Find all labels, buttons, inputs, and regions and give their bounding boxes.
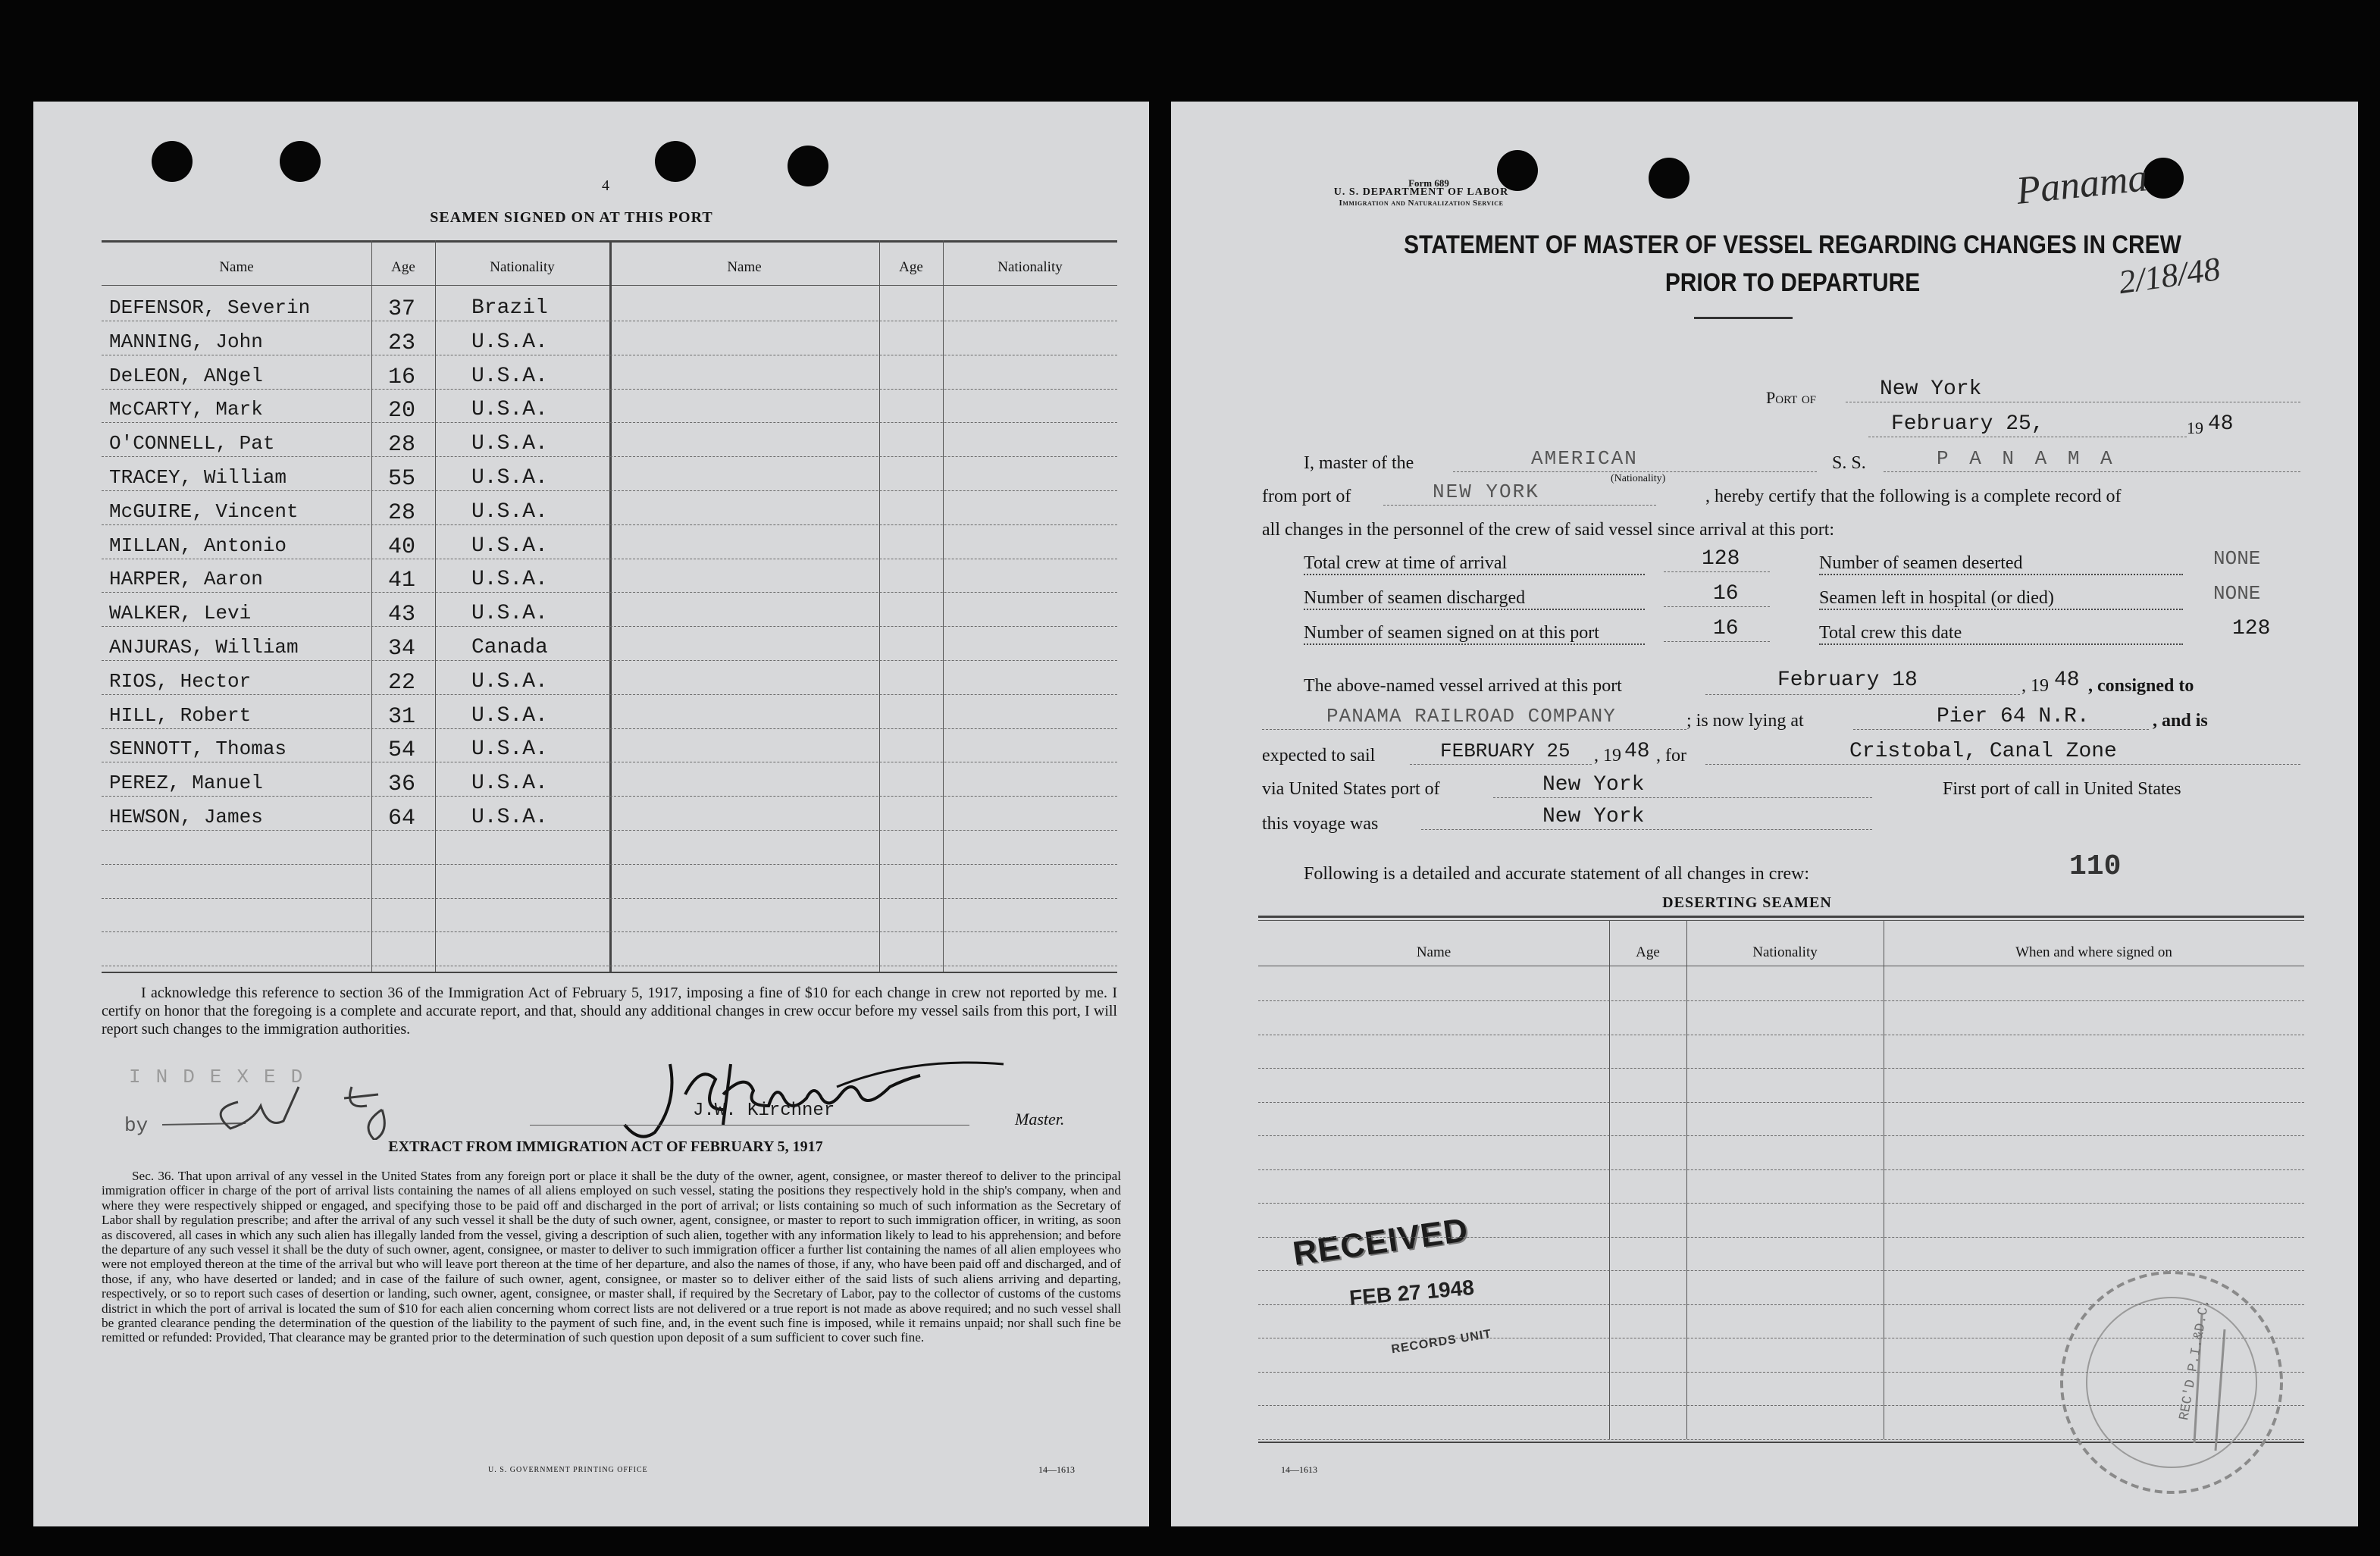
- seaman-name: DEFENSOR, Severin: [109, 296, 311, 319]
- table-row-line: [102, 830, 1117, 831]
- table-row-line: [102, 796, 1117, 797]
- seaman-age: 28: [388, 500, 416, 526]
- handwritten-note: Panama: [2014, 156, 2150, 213]
- seaman-age: 23: [388, 330, 416, 356]
- desert-row-line: [1258, 1203, 2304, 1204]
- punch-hole: [1649, 158, 1689, 199]
- master-of-the-label: I, master of the: [1304, 453, 1414, 473]
- desert-row-line: [1258, 1237, 2304, 1238]
- table-row-line: [102, 898, 1117, 899]
- arrived-year-prefix: , 19: [2021, 676, 2049, 696]
- form-title-2: PRIOR TO DEPARTURE: [1664, 268, 1921, 297]
- table-row-line: [102, 524, 1117, 525]
- col-header-age: Age: [391, 259, 415, 275]
- deserted-label: Number of seamen deserted: [1819, 553, 2183, 575]
- via-port: New York: [1542, 773, 1645, 797]
- seaman-age: 37: [388, 296, 416, 322]
- seaman-nationality: U.S.A.: [471, 466, 548, 490]
- date-year-prefix: 19: [2187, 418, 2203, 437]
- table-row-line: [102, 422, 1117, 423]
- discharged-label: Number of seamen discharged: [1304, 588, 1645, 610]
- count-number: 110: [2069, 850, 2122, 883]
- seaman-nationality: Brazil: [471, 296, 548, 320]
- col-header-name: Name: [219, 259, 254, 275]
- for-label: , for: [1656, 746, 1686, 765]
- desert-row-line: [1258, 1102, 2304, 1103]
- section-title: SEAMEN SIGNED ON AT THIS PORT: [430, 209, 713, 226]
- department: U. S. DEPARTMENT OF LABOR: [1333, 186, 1509, 198]
- seaman-name: HILL, Robert: [109, 704, 252, 727]
- seaman-name: RIOS, Hector: [109, 670, 252, 693]
- deserted: NONE: [2213, 547, 2261, 570]
- received-date: FEB 27 1948: [1348, 1275, 1475, 1310]
- certify-text: , hereby certify that the following is a complete record of: [1705, 487, 2122, 506]
- desert-row-line: [1258, 1068, 2304, 1069]
- date-year: 48: [2208, 412, 2234, 436]
- seaman-nationality: U.S.A.: [471, 704, 548, 728]
- seaman-nationality: U.S.A.: [471, 568, 548, 591]
- seaman-age: 55: [388, 466, 416, 492]
- acknowledgment-text: I acknowledge this reference to section 36 of the Immigration Act of February 5, 1917, imposing a fine of $10 for each change in crew not reported by me. I certify on honor that the foregoing is a complete and accurate report, and that, should any additional changes in crew occur before my vessel sails from this port, I will report such changes to the immigration authorities.: [102, 985, 1117, 1038]
- seaman-age: 16: [388, 365, 416, 390]
- extract-text: Sec. 36. That upon arrival of any vessel in the United States from any foreign port or place it shall be the duty of the owner, agent, consignee, or master thereof to deliver to the principal immigration officer in charge of the port of arrival lists containing the names of all aliens employed on such vessel, stating the positions they respectively hold in the ship's company, when and where they were respectively shipped or engaged, and specifying those to be paid off and discharged in the port of arrival; or lists containing so much of such information as the Secretary of Labor shall by regulation prescribe; and after the arrival of any such vessel it shall be the duty of such owner, agent, consignee, or master to report to such immigration officer, in writing, as soon as discovered, all cases in which any such alien has illegally landed from the vessel, giving a description of such alien, together with any information likely to lead to his apprehension; and before the departure of any such vessel it shall be the duty of such owner, agent, consignee, or master to deliver to such immigration officer a further list containing the names of all alien employees who were not employed thereon at the time of the arrival but who will leave port thereon at the time of her departure, and also the names of those, if any, who have been paid off and discharged, and of those, if any, who have deserted or landed; and in case of the failure of such owner, agent, consignee, or master so to deliver either of the said lists of such aliens arriving and departing, respectively, or so to report such cases of desertion or landing, such owner, agent, consignee, or master shall, if required by the Secretary of Labor, pay to the collector of customs of the customs district in which the port of arrival is located the sum of $10 for each alien concerning whom correct lists are not delivered or a true report is not made as above required; and no such vessel shall be granted clearance pending the determination of the question of the liability to the payment of such fine, and, in the event such fine is imposed, while it remains unpaid; nor shall such fine be remitted or refunded: Provided, That clearance may be granted prior to the determination of such question upon deposit of a sum sufficient to cover such fine.: [102, 1169, 1121, 1345]
- desert-row-line: [1258, 1405, 2304, 1406]
- master-name: J.W. Kirchner: [693, 1100, 835, 1121]
- desert-row-line: [1258, 1135, 2304, 1136]
- expected-label: expected to sail: [1262, 746, 1376, 765]
- following-label: Following is a detailed and accurate statement of all changes in crew:: [1304, 864, 1810, 884]
- punch-hole: [280, 141, 321, 182]
- punch-hole: [655, 141, 696, 182]
- table-row-line: [102, 728, 1117, 729]
- table-row-line: [102, 694, 1117, 695]
- all-changes-text: all changes in the personnel of the crew of said vessel since arrival at this port:: [1262, 520, 1835, 540]
- seaman-nationality: U.S.A.: [471, 500, 548, 524]
- form-number: Form 689: [1408, 177, 1449, 189]
- table-row-line: [102, 490, 1117, 491]
- seaman-name: McGUIRE, Vincent: [109, 500, 299, 523]
- desert-row-line: [1258, 1000, 2304, 1001]
- seaman-age: 40: [388, 534, 416, 560]
- punch-hole: [152, 141, 193, 182]
- punch-hole: [2143, 158, 2184, 199]
- desert-row-line: [1258, 1270, 2304, 1271]
- table-row-line: [102, 626, 1117, 627]
- seaman-name: HARPER, Aaron: [109, 568, 263, 590]
- round-stamp: [2050, 1261, 2293, 1504]
- seaman-name: PEREZ, Manuel: [109, 772, 263, 794]
- discharged: 16: [1713, 582, 1739, 606]
- desert-col-nationality: Nationality: [1752, 944, 1818, 960]
- service: Immigration and Naturalization Service: [1339, 199, 1504, 208]
- hospital-label: Seamen left in hospital (or died): [1819, 588, 2183, 610]
- seaman-nationality: U.S.A.: [471, 398, 548, 421]
- seaman-age: 28: [388, 432, 416, 458]
- seaman-age: 36: [388, 772, 416, 797]
- desert-row-line: [1258, 1372, 2304, 1373]
- desert-col-signed-on: When and where signed on: [2015, 944, 2172, 960]
- desert-row-line: [1258, 1169, 2304, 1170]
- records-unit: RECORDS UNIT: [1390, 1327, 1493, 1357]
- this-voyage-label: this voyage was: [1262, 814, 1379, 834]
- seaman-nationality: U.S.A.: [471, 670, 548, 693]
- sail-date: FEBRUARY 25: [1440, 740, 1570, 762]
- hospital: NONE: [2213, 582, 2261, 605]
- desert-col-age: Age: [1636, 944, 1660, 960]
- from-port-label: from port of: [1262, 487, 1351, 506]
- seaman-age: 43: [388, 602, 416, 628]
- seaman-nationality: U.S.A.: [471, 772, 548, 795]
- punch-hole: [788, 146, 828, 186]
- consignee: PANAMA RAILROAD COMPANY: [1326, 705, 1616, 728]
- ship-name: P A N A M A: [1937, 447, 2117, 470]
- seaman-age: 20: [388, 398, 416, 424]
- deserting-title: DESERTING SEAMEN: [1662, 894, 1832, 911]
- total-crew-arrival-label: Total crew at time of arrival: [1304, 553, 1645, 575]
- lying-label: ; is now lying at: [1686, 711, 1804, 731]
- signed-on-label: Number of seamen signed on at this port: [1304, 623, 1645, 645]
- total-crew-arrival: 128: [1702, 547, 1740, 571]
- seaman-age: 34: [388, 636, 416, 662]
- seaman-nationality: U.S.A.: [471, 737, 548, 761]
- seaman-age: 22: [388, 670, 416, 696]
- lying-at: Pier 64 N.R.: [1937, 705, 2090, 728]
- port-of-label: Port of: [1766, 388, 1817, 407]
- col-header-name-2: Name: [727, 259, 762, 275]
- destination: Cristobal, Canal Zone: [1849, 740, 2117, 763]
- arrived-label: The above-named vessel arrived at this port: [1304, 676, 1622, 696]
- seaman-nationality: U.S.A.: [471, 806, 548, 829]
- form-code-right: 14—1613: [1281, 1464, 1317, 1475]
- and-is-label: , and is: [2153, 711, 2208, 731]
- master-signature: [609, 1049, 1049, 1147]
- seaman-nationality: Canada: [471, 636, 548, 659]
- punch-hole: [1497, 150, 1538, 191]
- master-label: Master.: [1015, 1110, 1065, 1129]
- desert-col-name: Name: [1416, 944, 1451, 960]
- seaman-name: ANJURAS, William: [109, 636, 299, 659]
- desert-row-line: [1258, 1304, 2304, 1305]
- seaman-age: 41: [388, 568, 416, 593]
- col-header-age-2: Age: [899, 259, 923, 275]
- arrived-date: February 18: [1777, 668, 1918, 692]
- via-label: via United States port of: [1262, 779, 1440, 799]
- table-row-line: [102, 456, 1117, 457]
- ss-label: S. S.: [1832, 453, 1866, 473]
- printer-line: U. S. GOVERNMENT PRINTING OFFICE: [488, 1466, 648, 1474]
- table-row-line: [102, 660, 1117, 661]
- seaman-age: 54: [388, 737, 416, 763]
- table-row-line: [102, 389, 1117, 390]
- form-title-1: STATEMENT OF MASTER OF VESSEL REGARDING CHANGES IN CREW: [1404, 230, 2181, 259]
- first-port-value: New York: [1542, 805, 1645, 828]
- page-number: 4: [602, 177, 609, 194]
- total-crew-date-label: Total crew this date: [1819, 623, 2183, 645]
- received-stamp: RECEIVED: [1290, 1211, 1471, 1273]
- form-code-left: 14—1613: [1038, 1464, 1075, 1475]
- total-crew-date: 128: [2232, 617, 2271, 640]
- seaman-age: 64: [388, 806, 416, 831]
- seaman-name: MANNING, John: [109, 330, 263, 353]
- signed-on: 16: [1713, 617, 1739, 640]
- sail-year: 48: [1624, 740, 1650, 763]
- indexed-initials: [155, 1064, 473, 1140]
- seaman-nationality: U.S.A.: [471, 365, 548, 388]
- indexed-by-label: by: [124, 1114, 149, 1137]
- seaman-age: 31: [388, 704, 416, 730]
- seaman-name: TRACEY, William: [109, 466, 287, 489]
- seaman-nationality: U.S.A.: [471, 432, 548, 456]
- from-port-value: NEW YORK: [1433, 481, 1539, 503]
- round-stamp-text: REC'D P.I.&D.C.: [2177, 1298, 2213, 1422]
- seaman-nationality: U.S.A.: [471, 330, 548, 354]
- seaman-name: O'CONNELL, Pat: [109, 432, 275, 455]
- date-month-day: February 25,: [1891, 412, 2044, 436]
- seaman-name: McCARTY, Mark: [109, 398, 263, 421]
- col-header-nationality: Nationality: [490, 259, 555, 275]
- nationality-label: (Nationality): [1611, 473, 1666, 484]
- table-row-line: [102, 592, 1117, 593]
- seaman-name: DeLEON, ANgel: [109, 365, 263, 387]
- seaman-name: WALKER, Levi: [109, 602, 252, 625]
- indexed-stamp: INDEXED: [129, 1066, 318, 1088]
- seaman-name: MILLAN, Antonio: [109, 534, 287, 557]
- table-row-line: [102, 864, 1117, 865]
- seaman-name: SENNOTT, Thomas: [109, 737, 287, 760]
- seaman-nationality: U.S.A.: [471, 534, 548, 558]
- seaman-nationality: U.S.A.: [471, 602, 548, 625]
- arrived-year: 48: [2054, 668, 2080, 692]
- right-page: [1171, 102, 2358, 1526]
- handwritten-date: 2/18/48: [2116, 249, 2223, 302]
- sail-year-prefix: , 19: [1594, 746, 1621, 765]
- extract-title: EXTRACT FROM IMMIGRATION ACT OF FEBRUARY 5, 1917: [388, 1138, 823, 1155]
- consigned-label: , consigned to: [2088, 676, 2194, 696]
- seaman-name: HEWSON, James: [109, 806, 263, 828]
- left-page: [33, 102, 1149, 1526]
- nationality-value: AMERICAN: [1531, 447, 1638, 470]
- port-of-value: New York: [1880, 377, 1982, 401]
- first-port-label: First port of call in United States: [1943, 779, 2181, 799]
- desert-row-line: [1258, 1439, 2304, 1440]
- table-row-line: [102, 931, 1117, 932]
- col-header-nationality-2: Nationality: [997, 259, 1063, 275]
